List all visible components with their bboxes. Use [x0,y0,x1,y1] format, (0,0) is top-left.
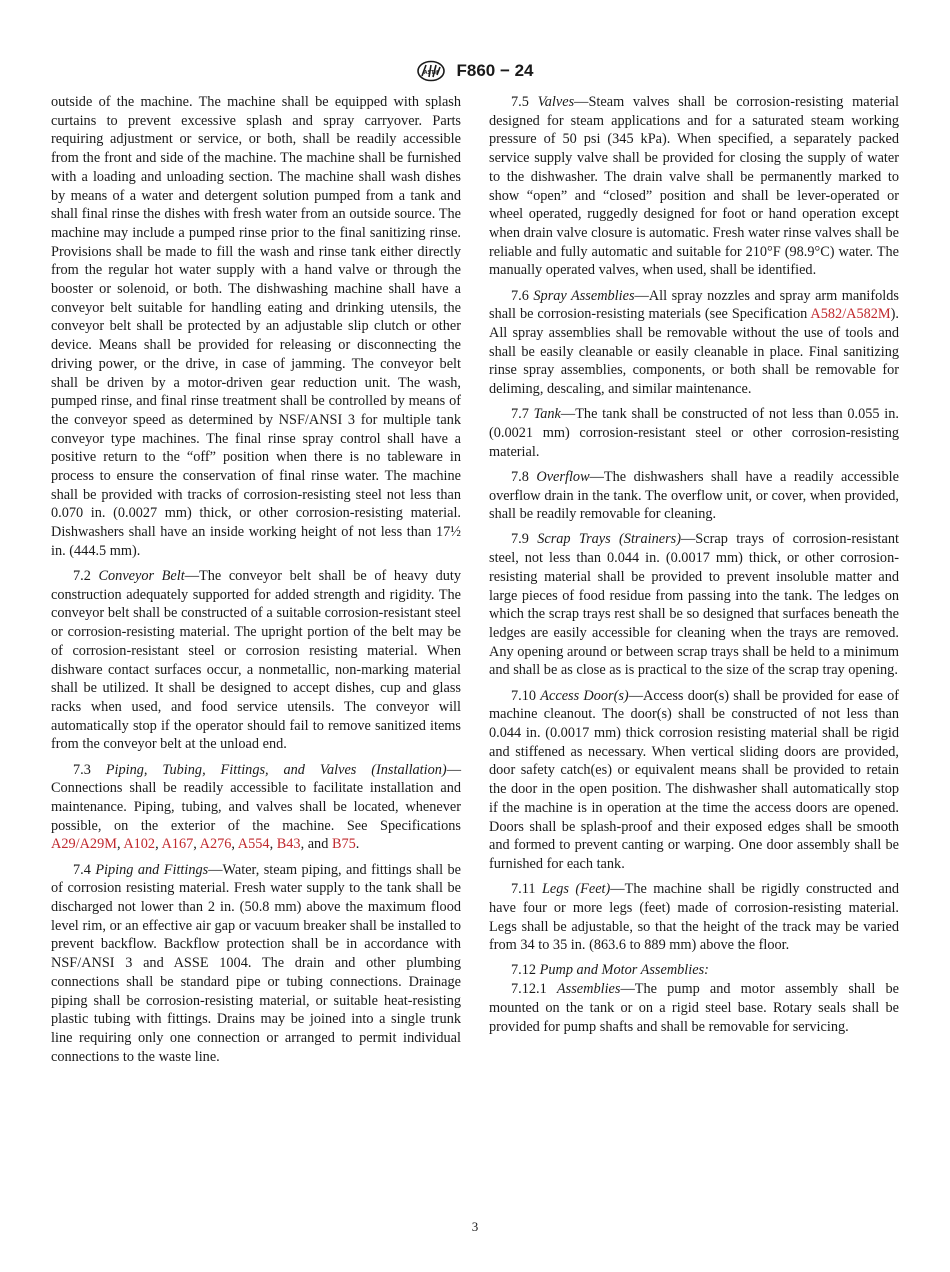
svg-text:ASTM: ASTM [424,70,439,76]
ref-link-b75[interactable]: B75 [331,836,356,853]
section-title: Pump and Motor Assemblies: [539,962,709,979]
section-7-5: 7.5 Valves—Steam valves shall be corrosion-resisting material designed for steam applications and for a saturated steam working pressure of 50 psi (345 kPa). When specified, a separately packed service supply valve shall be provided for closing the supply of water to the dishwasher. The drain valve shall be permanently marked to show “open” and “closed” position and shall be lever-operated or wheel operated, ruggedly designed for foot or hand operation except when drain valve closure is automatic. Fresh water rinse valves shall be reliable and fully automatic and suitable for 210°F (98.9°C) water. The manually operated valves, when used, shall be identified. [489,94,899,279]
section-7-8: 7.8 Overflow—The dishwashers shall have a readily accessible overflow drain in the tank. The overflow unit, or cover, when provided, shall be readily removable for cleaning. [489,468,900,523]
ref-link-a29[interactable]: A29/A29M [51,836,117,853]
section-7-12-1: 7.12.1 Assemblies—The pump and motor assembly shall be mounted on the tank or on a rigid steel base. Rotary seals shall be provided for pump shafts and shall be removable for servicing. [489,981,899,1035]
section-title: Spray Assemblies [533,287,635,304]
section-7-10: 7.10 Access Door(s)—Access door(s) shall be provided for ease of machine cleanout. The door(s) shall be constructed of not less than 0.044 in. (0.0017 mm) thick corrosion resisting material shall be rigid and stiffened as necessary. When vertical sliding doors are provided, door safety catch(es) or equivalent means shall be provided to retain the door in the open position. The dishwasher shall automatically stop if the machine is in operation at the time the access doors are opened. Doors shall be splash-proof and their exposed edges shall be smooth and formed to prevent canting or warping. One door assembly shall be furnished for each tank. [489,687,899,872]
ref-link-a167[interactable]: A167 [161,836,194,853]
section-title: Overflow [536,468,590,485]
ref-link-b43[interactable]: B43 [276,836,301,853]
section-title: Legs (Feet) [541,881,611,898]
section-7-6: 7.6 Spray Assemblies—All spray nozzles and spray arm manifolds shall be corrosion-resisting materials (see Specification A582/A582M). All spray assemblies shall be removable without the use of tools and shall be easily cleanable or easily cleanable in place. Final sanitizing rinse spray assemblies, components, or both shall be removable for deliming, descaling, and similar maintenance. [489,287,899,398]
section-title: Piping, Tubing, Fittings, and Valves (Installation) [105,761,447,778]
section-title: Assemblies [556,981,621,998]
ref-link-a582[interactable]: A582/A582M [810,306,891,323]
ref-link-a276[interactable]: A276 [199,836,232,853]
right-column [489,93,899,1043]
section-title: Conveyor Belt [98,568,185,585]
astm-logo-icon [416,60,446,82]
section-title: Valves [537,94,575,110]
section-7-9: 7.9 Scrap Trays (Strainers)—Scrap trays of corrosion-resistant steel, not less than 0.044 in. (0.0017 mm) thick, or other corrosion-resisting material shall be provided to prevent insoluble matter and large pieces of food residue from passing into the tank. The ledges on which the scrap trays rest shall be so designed that surfaces beneath the ledges are easily accessible for cleaning when the trays are removed. Any opening around or between scrap trays shall be held to a minimum and shall be as close as is practical to the size of the scrap tray opening. [489,531,899,679]
section-title: Tank [533,406,561,423]
section-7-3: 7.3 Piping, Tubing, Fittings, and Valves (Installation)—Connections shall be readily accessible to facilitate installation and maintenance. Piping, tubing, and valves shall be located, whenever possible, on the exterior of the machine. See Specifications A29/A29M, A102, A167, A276, A554, B43, and B75. [51,761,461,853]
section-title: Scrap Trays (Strainers) [537,531,681,548]
ref-link-a102[interactable]: A102 [123,836,156,853]
designation-title: F860 − 24 [456,61,534,80]
left-column [51,93,461,1073]
section-7-4: 7.4 Piping and Fittings—Water, steam piping, and fittings shall be of corrosion resisting material. Fresh water supply to the tank shall be discharged not lower than 2 in. (50.8 mm) above the maximum flood level rim, or an effective air gap or vacuum breaker shall be installed to prevent backflow. Backflow protection shall be in accordance with NSF/ANSI 3 and ASSE 1004. The drain and other plumbing connections shall be standard pipe or tubing connections. Drainage piping shall be corrosion-resisting material, or suitable heat-resisting plastic tubing with fittings. Drains may be joined into a single trunk line requiring only one connection or arranged to permit individual connections to the waste line. [51,861,461,1065]
section-title: Piping and Fittings [95,861,209,878]
page-header [0,60,950,82]
continued-paragraph: outside of the machine. The machine shall be equipped with splash curtains to prevent excessive splash and spray carryover. Parts requiring adjustment or service, or both, shall be readily accessible from the front and side of the machine. The machine shall be furnished with a loading and unloading section. The machine shall wash dishes by means of a water and detergent solution pumped from a tank and shall final rinse the dishes with fresh water from an outside source. The machine may include a pumped rinse prior to the final sanitizing rinse. Provisions shall be made to fill the wash and rinse tank either directly from the regular hot water supply with a hand valve or through the booster or solenoid, or both. The dishwashing machine shall have a conveyor belt suitable for handling eating and drinking utensils, the conveyor belt shall be protected by an adjustable slip clutch or other device. Means shall be provided for releasing or disconnecting the driving power, or the drive, in case of jamming. The conveyor belt shall be driven by a motor-driven gear reduction unit. The wash, pumped rinse, and final rinse treatment shall be controlled by means of the conveyor speed as determined by NSF/ANSI 3 for multiple tank conveyor type machines. The final rinse spray control shall have a positive return to the “off” position when there is no tableware in process to ensure the conservation of final rinse water. The machine shall be provided with tracks of corrosion-resisting steel not less than 0.070 in. (0.0027 mm) thick, or other corrosion-resisting material. Dishwashers shall have an inside working height of not less than 17½ in. (444.5 mm). [51,94,461,559]
section-7-7: 7.7 Tank—The tank shall be constructed of not less than 0.055 in. (0.0021 mm) corrosion-resistant steel or other corrosion-resisting material. [489,406,899,460]
section-7-11: 7.11 Legs (Feet)—The machine shall be rigidly constructed and have four or more legs (feet) made of corrosion-resisting material. Legs shall be adjustable, so that the height of the track may be varied from 34 to 35 in. (863.6 to 889 mm) above the floor. [489,881,899,954]
section-7-12: 7.12 Pump and Motor Assemblies: [511,962,709,979]
ref-link-a554[interactable]: A554 [237,836,270,853]
section-7-2: 7.2 Conveyor Belt—The conveyor belt shall be of heavy duty construction adequately supported for added strength and rigidity. The conveyor belt shall be constructed of a suitable corrosion-resistant steel or corrosion-resisting material. The upright portion of the belt may be of corrosion-resistant steel or corrosion resisting material. When dishware contact surfaces occur, a nonmetallic, non-marking material shall be utilized. It shall be designed to accept dishes, cup and glass racks when used, and food service utensils. The conveyor will automatically stop if the operator should fail to remove sanitized items from the conveyor belt at the unload end. [51,568,462,753]
page-number: 3 [471,1219,479,1234]
section-title: Access Door(s) [540,687,629,704]
